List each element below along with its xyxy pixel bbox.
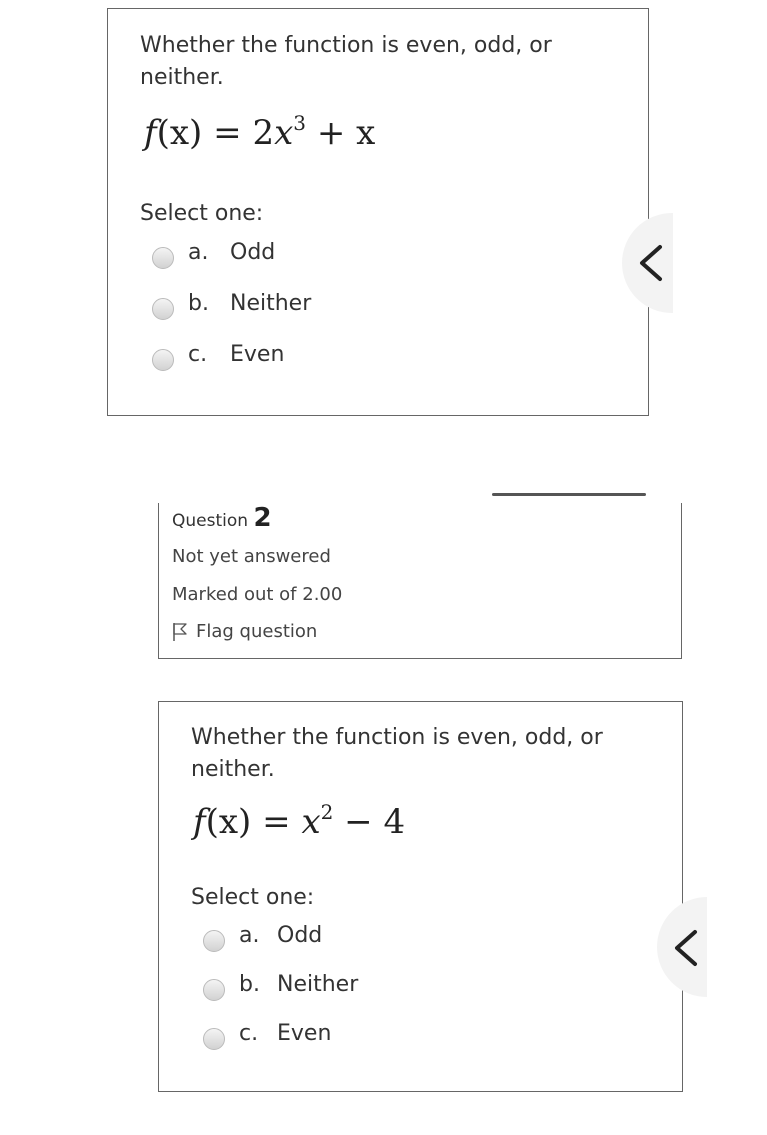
formula-equals: =	[213, 113, 242, 153]
chevron-left-icon	[671, 928, 701, 968]
question-1-formula	[144, 111, 375, 153]
formula-f: f	[193, 802, 206, 842]
question-word: Question	[172, 511, 249, 531]
question-2-prompt	[191, 722, 603, 786]
radio-button[interactable]	[152, 349, 174, 371]
option-letter: a.	[188, 240, 209, 265]
option-text: Even	[230, 342, 285, 367]
question-2-info	[158, 503, 682, 659]
question-2-option-a[interactable]	[203, 923, 503, 953]
option-text: Neither	[277, 972, 359, 997]
formula-rest: − 4	[344, 802, 406, 842]
formula-var: x	[274, 113, 294, 153]
option-text: Odd	[277, 923, 323, 948]
option-letter: b.	[188, 291, 209, 316]
flag-icon	[172, 622, 188, 642]
question-2-prompt-line2: neither.	[191, 757, 275, 782]
radio-button[interactable]	[152, 247, 174, 269]
radio-button[interactable]	[152, 298, 174, 320]
question-1-prompt-line1: Whether the function is even, odd, or	[140, 33, 552, 58]
question-2-option-c[interactable]	[203, 1021, 503, 1051]
question-1-prompt-line2: neither.	[140, 65, 224, 90]
question-2-card	[158, 701, 683, 1092]
radio-button[interactable]	[203, 979, 225, 1001]
radio-button[interactable]	[203, 930, 225, 952]
option-text: Even	[277, 1021, 332, 1046]
question-1-prompt	[140, 30, 552, 94]
question-1-card	[107, 8, 649, 416]
option-text: Odd	[230, 240, 276, 265]
question-number	[172, 503, 272, 533]
question-1-option-a[interactable]	[152, 240, 452, 270]
option-letter: c.	[188, 342, 208, 367]
flag-question-link[interactable]	[172, 621, 317, 642]
nav-drawer-handle-1[interactable]	[622, 212, 673, 314]
question-marks: Marked out of 2.00	[172, 584, 343, 605]
flag-label: Flag question	[196, 621, 318, 642]
formula-exponent: 2	[320, 800, 334, 824]
question-1-select-label: Select one:	[140, 201, 264, 226]
question-2-prompt-line1: Whether the function is even, odd, or	[191, 725, 603, 750]
question-1-option-c[interactable]	[152, 342, 452, 372]
formula-coeff: 2	[252, 113, 275, 153]
question-2-select-label: Select one:	[191, 885, 315, 910]
question-2-formula	[193, 800, 405, 842]
question-2-option-b[interactable]	[203, 972, 503, 1002]
question-number-value: 2	[253, 503, 272, 533]
radio-button[interactable]	[203, 1028, 225, 1050]
formula-arg: (x)	[205, 802, 252, 842]
option-letter: b.	[239, 972, 260, 997]
info-top-divider	[492, 493, 646, 496]
formula-var: x	[301, 802, 321, 842]
question-1-option-b[interactable]	[152, 291, 452, 321]
chevron-left-icon	[636, 243, 666, 283]
formula-f: f	[144, 113, 157, 153]
formula-rest: + x	[316, 113, 376, 153]
formula-exponent: 3	[293, 111, 306, 135]
formula-arg: (x)	[156, 113, 203, 153]
formula-equals: =	[262, 802, 291, 842]
option-letter: a.	[239, 923, 260, 948]
nav-drawer-handle-2[interactable]	[657, 897, 707, 997]
question-status: Not yet answered	[172, 546, 331, 567]
option-letter: c.	[239, 1021, 259, 1046]
option-text: Neither	[230, 291, 312, 316]
